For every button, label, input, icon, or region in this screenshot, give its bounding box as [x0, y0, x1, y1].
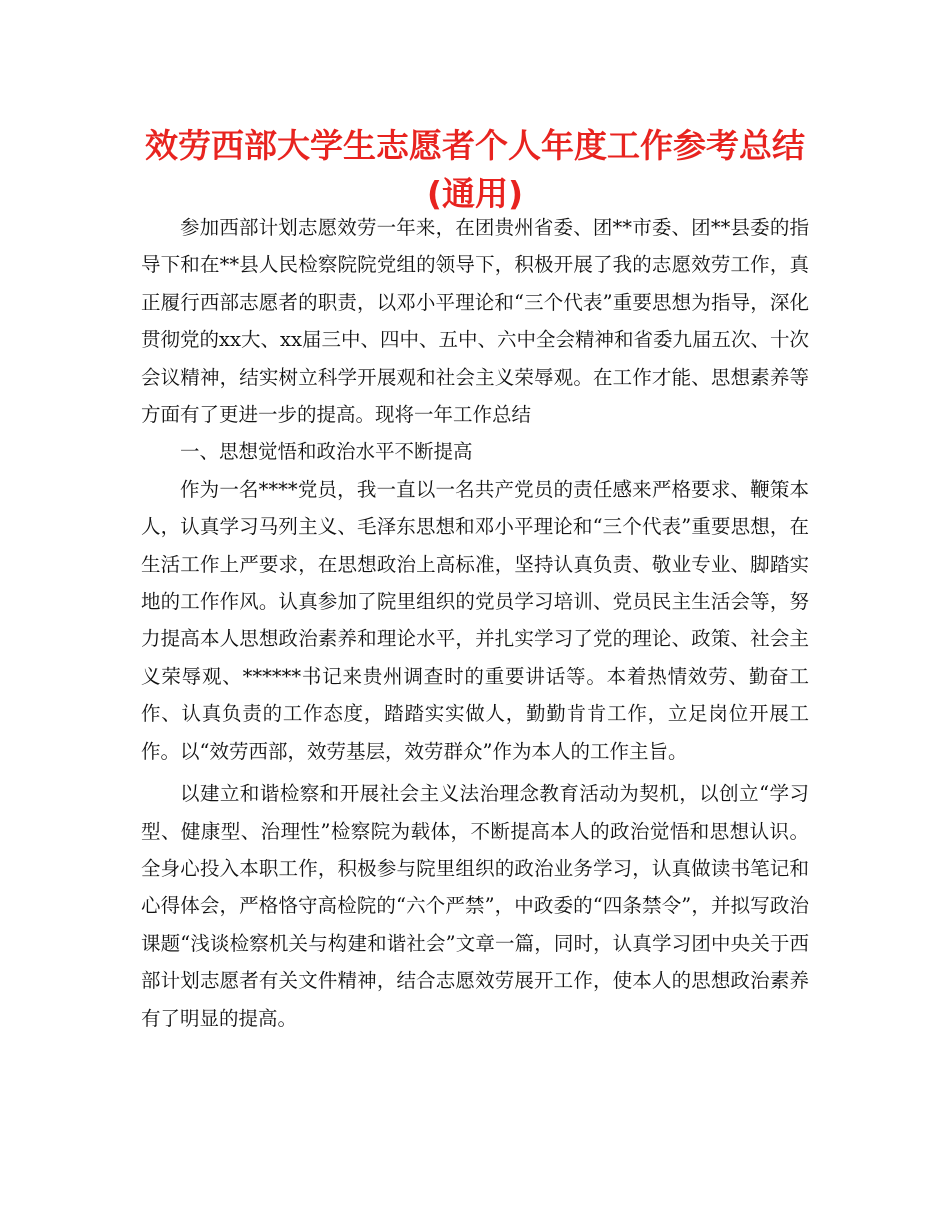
section-heading: 一、思想觉悟和政治水平不断提高 — [180, 440, 473, 464]
document-subtitle: (通用) — [426, 174, 524, 213]
paragraph-intro: 参加西部计划志愿效劳一年来，在团贵州省委、团**市委、团**县委的指导下和在**县人民检察院院党组的领导下，积极开展了我的志愿效劳工作，真正履行西部志愿者的职责，以邓小平理论和“三个代表”重要思想为指导，深化贯彻党的xx大、xx届三中、四中、五中、六中全会精神和省委九届五次、十次会议精神，结实树立科学开展观和社会主义荣辱观。在工作才能、思想素养等方面有了更进一步的提高。现将一年工作总结 — [141, 216, 809, 427]
document-title: 效劳西部大学生志愿者个人年度工作参考总结 — [145, 126, 805, 165]
paragraph-study: 以建立和谐检察和开展社会主义法治理念教育活动为契机，以创立“学习型、健康型、治理性”检察院为载体，不断提高本人的政治觉悟和思想认识。全身心投入本职工作，积极参与院里组织的政治业务学习，认真做读书笔记和心得体会，严格恪守高检院的“六个严禁”，中政委的“四条禁令”，并拟写政治课题“浅谈检察机关与构建和谐社会”文章一篇，同时，认真学习团中央关于西部计划志愿者有关文件精神，结合志愿效劳展开工作，使本人的思想政治素养有了明显的提高。 — [141, 782, 809, 1030]
paragraph-party-member: 作为一名****党员，我一直以一名共产党员的责任感来严格要求、鞭策本人，认真学习马列主义、毛泽东思想和邓小平理论和“三个代表”重要思想，在生活工作上严要求，在思想政治上高标准，坚持认真负责、敬业专业、脚踏实地的工作作风。认真参加了院里组织的党员学习培训、党员民主生活会等，努力提高本人思想政治素养和理论水平，并扎实学习了党的理论、政策、社会主义荣辱观、******书记来贵州调查时的重要讲话等。本着热情效劳、勤奋工作、认真负责的工作态度，踏踏实实做人，勤勤肯肯工作，立足岗位开展工作。以“效劳西部，效劳基层，效劳群众”作为本人的工作主旨。 — [141, 477, 809, 763]
document-body — [141, 209, 809, 1037]
